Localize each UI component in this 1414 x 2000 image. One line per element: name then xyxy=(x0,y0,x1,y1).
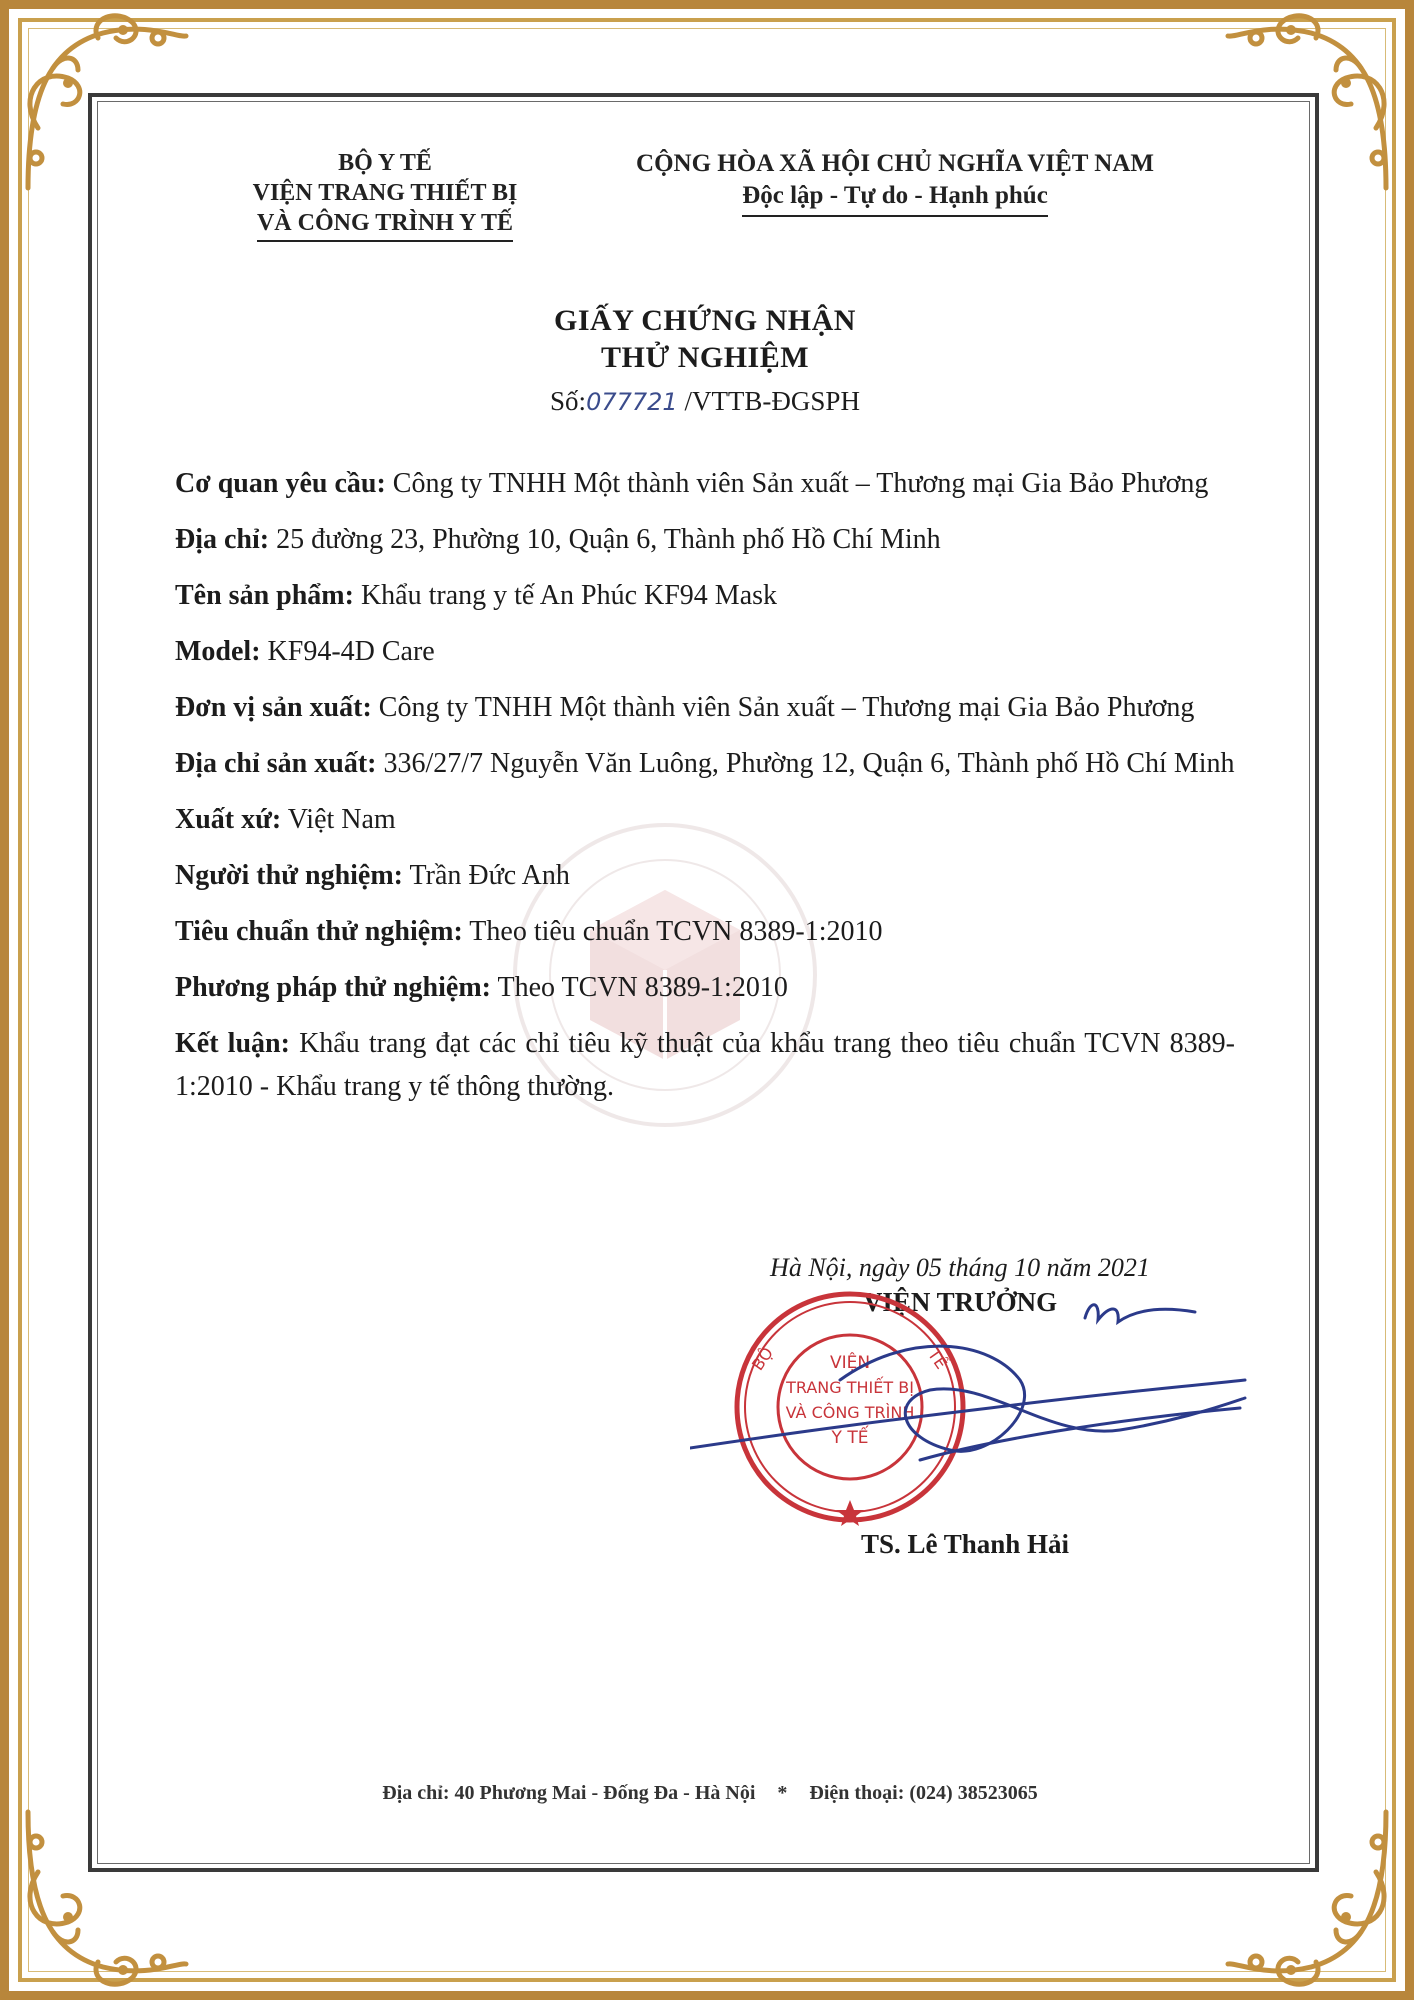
field-value: KF94-4D Care xyxy=(260,636,435,667)
institute-name-line1: VIỆN TRANG THIẾT BỊ xyxy=(252,180,518,206)
title-line2: THỬ NGHIỆM xyxy=(600,341,810,374)
field-label: Tiêu chuẩn thử nghiệm: xyxy=(175,916,463,947)
republic-name: CỘNG HÒA XÃ HỘI CHỦ NGHĨA VIỆT NAM xyxy=(636,150,1154,177)
field-label: Đơn vị sản xuất: xyxy=(175,692,372,723)
document-number xyxy=(340,386,1070,417)
seal-text-line3: VÀ CÔNG TRÌNH xyxy=(785,1403,915,1422)
field-model xyxy=(175,630,1235,673)
field-label: Tên sản phẩm: xyxy=(175,580,354,611)
number-suffix: /VTTB-ĐGSPH xyxy=(677,386,860,416)
document-title xyxy=(340,302,1070,376)
seal-text-line2: TRANG THIẾT BỊ xyxy=(786,1378,914,1397)
seal-text-line1: VIỆN xyxy=(829,1353,871,1373)
title-line1: GIẤY CHỨNG NHẬN xyxy=(554,304,856,337)
seal-ring-right: TẾ xyxy=(924,1345,951,1373)
field-label: Kết luận: xyxy=(175,1028,290,1059)
field-tester xyxy=(175,854,1235,897)
handwritten-signature-icon xyxy=(690,1270,1250,1510)
ministry-name: BỘ Y TẾ xyxy=(338,150,432,176)
certificate-body xyxy=(175,462,1235,1121)
field-value: Việt Nam xyxy=(281,804,396,835)
institute-name-line2: VÀ CÔNG TRÌNH Y TẾ xyxy=(257,208,513,242)
field-origin xyxy=(175,798,1235,841)
footer-separator: * xyxy=(777,1782,788,1804)
seal-ring-left: BỘ xyxy=(747,1343,778,1374)
field-manufacturing-address xyxy=(175,742,1235,785)
field-value: Trần Đức Anh xyxy=(403,860,570,891)
field-value: Công ty TNHH Một thành viên Sản xuất – Thương mại Gia Bảo Phương xyxy=(385,468,1209,499)
national-motto: Độc lập - Tự do - Hạnh phúc xyxy=(742,180,1048,217)
national-header xyxy=(595,148,1195,217)
field-value: Khẩu trang đạt các chỉ tiêu kỹ thuật của khẩu trang theo tiêu chuẩn TCVN 8389-1:2010 - Khẩu trang y tế thông thường. xyxy=(175,1028,1235,1102)
field-label: Người thử nghiệm: xyxy=(175,860,404,891)
field-conclusion xyxy=(175,1022,1235,1108)
issuer-header xyxy=(215,148,555,242)
field-label: Xuất xứ: xyxy=(175,804,282,835)
field-value: 25 đường 23, Phường 10, Quận 6, Thành phố Hồ Chí Minh xyxy=(269,524,941,555)
field-product-name xyxy=(175,574,1235,617)
field-manufacturer xyxy=(175,686,1235,729)
signer-position: VIỆN TRƯỞNG xyxy=(862,1287,1058,1317)
field-label: Địa chỉ sản xuất: xyxy=(175,748,377,779)
field-test-method xyxy=(175,966,1235,1009)
field-label: Phương pháp thử nghiệm: xyxy=(175,972,491,1003)
field-label: Địa chỉ: xyxy=(175,524,270,555)
field-value: Theo tiêu chuẩn TCVN 8389-1:2010 xyxy=(462,916,883,947)
field-address xyxy=(175,518,1235,561)
field-value: Khẩu trang y tế An Phúc KF94 Mask xyxy=(353,580,778,611)
place-and-date: Hà Nội, ngày 05 tháng 10 năm 2021 xyxy=(770,1253,1150,1282)
field-requesting-agency xyxy=(175,462,1235,505)
number-prefix: Số: xyxy=(550,386,587,416)
field-value: Theo TCVN 8389-1:2010 xyxy=(490,972,788,1003)
field-label: Model: xyxy=(175,636,261,667)
field-value: Công ty TNHH Một thành viên Sản xuất – Thương mại Gia Bảo Phương xyxy=(371,692,1195,723)
field-label: Cơ quan yêu cầu: xyxy=(175,468,386,499)
seal-text-line4: Y TẾ xyxy=(831,1428,869,1448)
field-value: 336/27/7 Nguyễn Văn Luông, Phường 12, Quận 6, Thành phố Hồ Chí Minh xyxy=(376,748,1235,779)
signer-name: TS. Lê Thanh Hải xyxy=(860,1529,1070,1559)
footer-address: Địa chỉ: 40 Phương Mai - Đống Đa - Hà Nội xyxy=(382,1782,756,1804)
field-test-standard xyxy=(175,910,1235,953)
footer-contact xyxy=(220,1782,1200,1805)
footer-phone: Điện thoại: (024) 38523065 xyxy=(809,1782,1038,1804)
number-handwritten: 077721 xyxy=(586,388,678,416)
